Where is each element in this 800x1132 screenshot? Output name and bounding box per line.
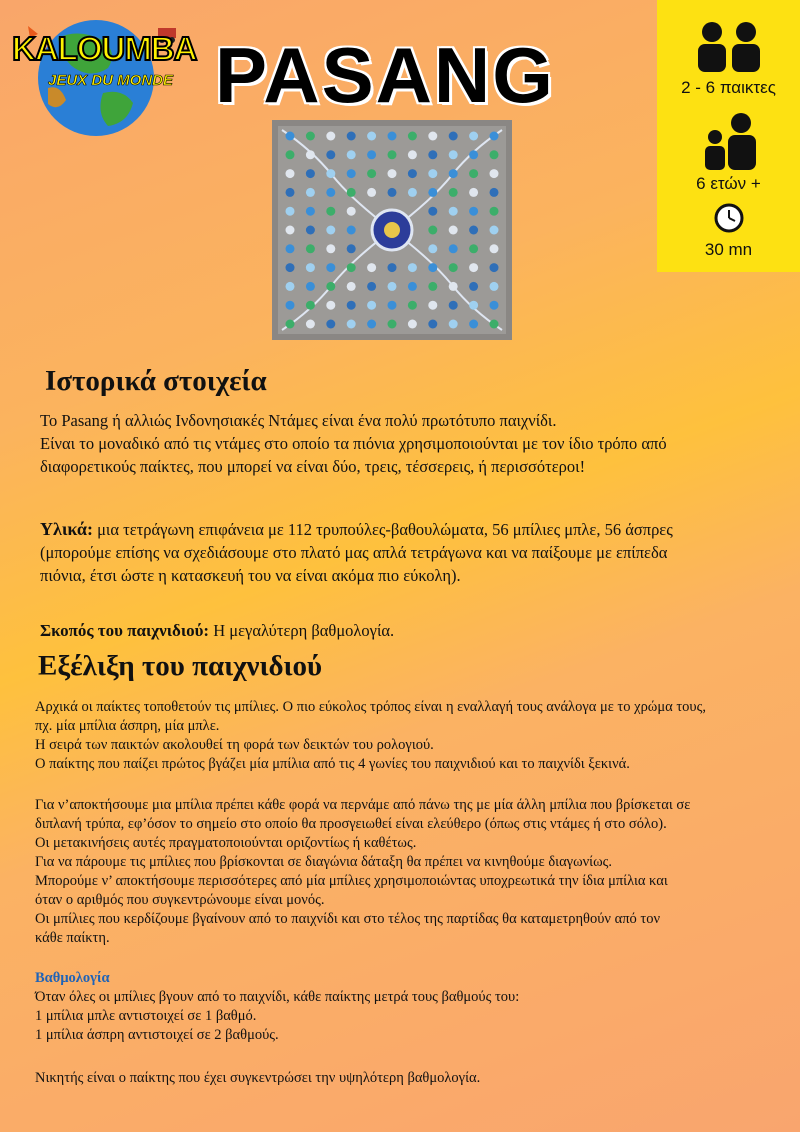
marble-dot: [367, 263, 376, 272]
gameplay-line: Οι μετακινήσεις αυτές πραγματοποιούνται οριζοντίως ή καθέτως.: [35, 835, 417, 851]
goal-value: Η μεγαλύτερη βαθμολογία.: [209, 621, 395, 640]
marble-dot: [367, 132, 376, 141]
marble-dot: [306, 226, 315, 235]
marble-dot: [408, 132, 417, 141]
marble-dot: [347, 188, 356, 197]
winner-line: Νικητής είναι ο παίκτης που έχει συγκεντρώσει την υψηλότερη βαθμολογία.: [35, 1070, 481, 1086]
marble-dot: [428, 169, 437, 178]
marble-dot: [306, 207, 315, 216]
clock-icon: [714, 203, 744, 233]
marble-dot: [347, 320, 356, 329]
marble-dot: [306, 188, 315, 197]
gameplay-line: πχ. μία μπίλια άσπρη, μία μπλε.: [35, 718, 220, 734]
marble-dot: [347, 301, 356, 310]
marble-dot: [449, 169, 458, 178]
marble-dot: [286, 150, 295, 159]
gameplay-line: κάθε παίκτη.: [35, 930, 110, 946]
scoring-line: Όταν όλες οι μπίλιες βγουν από το παιχνίδι, κάθε παίκτης μετρά τους βαθμούς του:: [35, 989, 520, 1005]
gameplay-block-1: [35, 698, 706, 774]
marble-dot: [306, 301, 315, 310]
gameplay-line: Για ν’αποκτήσουμε μια μπίλια πρέπει κάθε φορά να περνάμε από πάνω της με μία άλλη μπίλια που βρίσκεται σε: [35, 797, 691, 813]
marble-dot: [428, 207, 437, 216]
marble-dot: [388, 263, 397, 272]
marble-dot: [347, 263, 356, 272]
marble-dot: [428, 226, 437, 235]
marble-dot: [286, 188, 295, 197]
materials-label: Υλικά:: [40, 519, 93, 539]
marble-dot: [408, 301, 417, 310]
marble-dot: [286, 282, 295, 291]
marble-dot: [449, 188, 458, 197]
history-line: Είναι το μοναδικό από τις ντάμες στο οποίο τα πιόνια χρησιμοποιούνται με τον ίδιο τρόπο από: [40, 434, 667, 453]
gameplay-line: Η σειρά των παικτών ακολουθεί τη φορά των δεικτών του ρολογιού.: [35, 737, 434, 753]
page-title: PASANG: [215, 31, 555, 119]
marble-dot: [469, 150, 478, 159]
gameplay-block-2: [35, 796, 690, 948]
marble-dot: [490, 169, 499, 178]
marble-dot: [306, 282, 315, 291]
marble-dot: [428, 244, 437, 253]
gameplay-line: Μπορούμε ν’ αποκτήσουμε περισσότερες από μία μπίλιες χρησιμοποιώντας υποχρεωτικά την ίδια μπίλια και: [35, 873, 668, 889]
marble-dot: [306, 169, 315, 178]
history-heading: Ιστορικά στοιχεία: [45, 365, 267, 397]
marble-dot: [388, 301, 397, 310]
marble-dot: [286, 263, 295, 272]
marble-dot: [388, 188, 397, 197]
marble-dot: [449, 244, 458, 253]
scoring-line: 1 μπίλια μπλε αντιστοιχεί σε 1 βαθμό.: [35, 1008, 257, 1024]
marble-dot: [428, 263, 437, 272]
marble-dot: [469, 207, 478, 216]
scoring-line: 1 μπίλια άσπρη αντιστοιχεί σε 2 βαθμούς.: [35, 1027, 279, 1043]
marble-dot: [490, 132, 499, 141]
marble-dot: [326, 244, 335, 253]
goal-text: [40, 619, 394, 642]
brand-name: KALOUMBA: [12, 30, 197, 67]
marble-dot: [286, 169, 295, 178]
age-icon: [703, 112, 759, 170]
age-label: 6 ετών +: [696, 174, 761, 193]
duration-label: 30 mn: [704, 240, 753, 259]
materials-text: [40, 518, 673, 587]
marble-dot: [449, 263, 458, 272]
marble-dot: [326, 188, 335, 197]
marble-dot: [490, 263, 499, 272]
history-line: Το Pasang ή αλλιώς Ινδονησιακές Ντάμες είναι ένα πολύ πρωτότυπο παιχνίδι.: [40, 411, 557, 430]
marble-dot: [326, 150, 335, 159]
scoring-heading: Βαθμολογία: [35, 970, 110, 986]
marble-dot: [490, 244, 499, 253]
history-text: [40, 409, 667, 478]
players-icon: [695, 20, 763, 72]
marble-dot: [490, 207, 499, 216]
marble-dot: [367, 320, 376, 329]
marble-dot: [469, 301, 478, 310]
marble-dot: [286, 132, 295, 141]
marble-dot: [469, 188, 478, 197]
pasang-board-image: [272, 120, 512, 340]
marble-dot: [347, 132, 356, 141]
marble-dot: [408, 188, 417, 197]
gameplay-heading: Εξέλιξη του παιχνιδιού: [38, 650, 323, 682]
marble-dot: [428, 188, 437, 197]
marble-dot: [449, 207, 458, 216]
marble-dot: [490, 188, 499, 197]
marble-dot: [449, 132, 458, 141]
materials-line: μια τετράγωνη επιφάνεια με 112 τρυπούλες-βαθουλώματα, 56 μπίλιες μπλε, 56 άσπρες: [92, 520, 673, 539]
marble-dot: [490, 150, 499, 159]
marble-dot: [326, 282, 335, 291]
marble-dot: [306, 320, 315, 329]
brand-tagline: JEUX DU MONDE: [48, 72, 174, 89]
marble-dot: [347, 169, 356, 178]
marble-dot: [449, 301, 458, 310]
marble-dot: [367, 301, 376, 310]
marble-dot: [428, 132, 437, 141]
marble-dot: [306, 263, 315, 272]
marble-dot: [326, 132, 335, 141]
marble-dot: [428, 282, 437, 291]
marble-dot: [286, 244, 295, 253]
marble-dot: [469, 263, 478, 272]
marble-dot: [428, 320, 437, 329]
info-panel: [657, 0, 800, 272]
marble-dot: [469, 282, 478, 291]
marble-dot: [347, 244, 356, 253]
marble-dot: [388, 282, 397, 291]
marble-dot: [347, 282, 356, 291]
goal-label: Σκοπός του παιχνιδιού:: [40, 621, 210, 640]
marble-dot: [286, 207, 295, 216]
marble-dot: [326, 207, 335, 216]
history-line: διαφορετικούς παίκτες, που μπορεί να είναι δύο, τρεις, τέσσερεις, ή περισσότεροι!: [40, 457, 586, 476]
scoring-section: [35, 969, 519, 1045]
marble-dot: [469, 132, 478, 141]
marble-dot: [408, 320, 417, 329]
marble-dot: [367, 169, 376, 178]
marble-dot: [347, 226, 356, 235]
marble-dot: [286, 226, 295, 235]
marble-dot: [306, 150, 315, 159]
marble-dot: [449, 150, 458, 159]
winner-text: [35, 1069, 480, 1088]
marble-dot: [367, 150, 376, 159]
marble-dot: [286, 320, 295, 329]
marble-dot: [367, 188, 376, 197]
kaloumba-logo: [8, 8, 198, 138]
marble-dot: [388, 320, 397, 329]
marble-dot: [408, 263, 417, 272]
marble-dot: [408, 282, 417, 291]
marble-dot: [326, 169, 335, 178]
marble-dot: [326, 226, 335, 235]
marble-dot: [490, 320, 499, 329]
marble-dot: [286, 301, 295, 310]
marble-dot: [428, 301, 437, 310]
gameplay-line: διπλανή τρύπα, εφ’όσον το σημείο στο οποίο θα προσγειωθεί είναι ελεύθερο (όπως στις ντάμες ή στο σόλο).: [35, 816, 667, 832]
marble-dot: [469, 244, 478, 253]
marble-dot: [490, 226, 499, 235]
marble-dot: [490, 282, 499, 291]
marble-dot: [469, 320, 478, 329]
marble-dot: [367, 282, 376, 291]
marble-dot: [449, 282, 458, 291]
marble-dot: [469, 169, 478, 178]
marble-dot: [347, 150, 356, 159]
materials-line: (μπορούμε επίσης να σχεδιάσουμε στο πλατό μας απλά τετράγωνα και να παίξουμε με επίπεδα: [40, 543, 668, 562]
marble-dot: [326, 301, 335, 310]
materials-line: πιόνια, έτσι ώστε η κατασκευή του να είναι ακόμα πιο εύκολη).: [40, 566, 461, 585]
gameplay-line: Για να πάρουμε τις μπίλιες που βρίσκονται σε διαγώνια δάταξη θα πρέπει να κινηθούμε διαγωνίως.: [35, 854, 612, 870]
gameplay-line: όταν ο αριθμός που συγκεντρώνουμε είναι μονός.: [35, 892, 325, 908]
gameplay-line: Ο παίκτης που παίζει πρώτος βγάζει μία μπίλια από τις 4 γωνίες του παιχνιδιού και το παιχνίδι ξεκινά.: [35, 756, 630, 772]
marble-dot: [388, 150, 397, 159]
marble-dot: [490, 301, 499, 310]
marble-dot: [347, 207, 356, 216]
marble-dot: [469, 226, 478, 235]
marble-dot: [326, 320, 335, 329]
marble-dot: [408, 169, 417, 178]
marble-dot: [449, 226, 458, 235]
marble-dot: [408, 150, 417, 159]
marble-dot: [428, 150, 437, 159]
gameplay-line: Αρχικά οι παίκτες τοποθετούν τις μπίλιες. Ο πιο εύκολος τρόπος είναι η εναλλαγή τους ανάλογα με το χρώμα τους,: [35, 699, 706, 715]
marble-dot: [388, 169, 397, 178]
marble-dot: [449, 320, 458, 329]
marble-dot: [306, 244, 315, 253]
players-count: 2 - 6 παικτες: [681, 78, 776, 97]
gameplay-line: Οι μπίλιες που κερδίζουμε βγαίνουν από το παιχνίδι και στο τέλος της παρτίδας θα καταμετρηθούν από τον: [35, 911, 661, 927]
marble-dot: [306, 132, 315, 141]
marble-dot: [326, 263, 335, 272]
marble-dot: [388, 132, 397, 141]
